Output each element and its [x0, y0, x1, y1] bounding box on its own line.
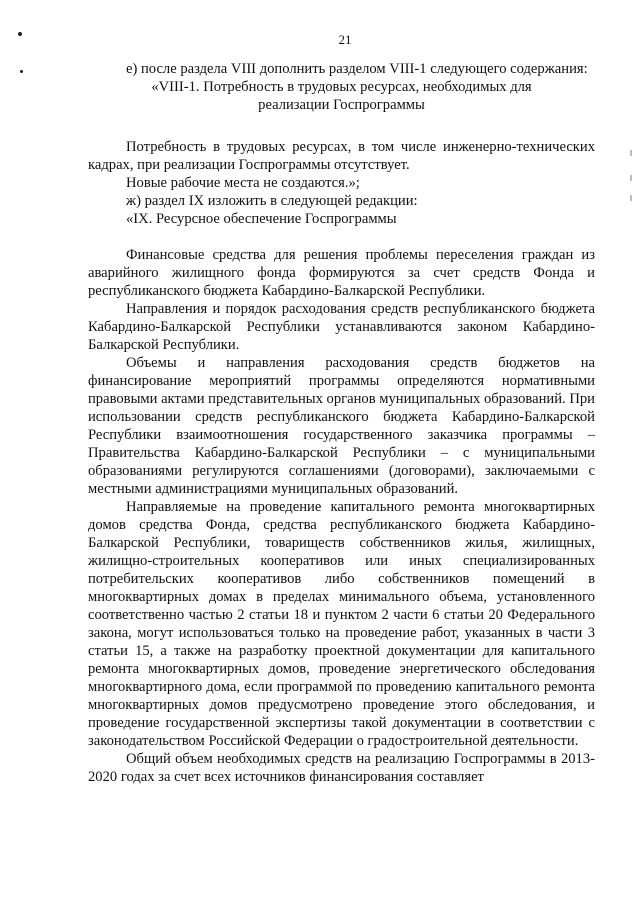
scan-edge-mark: [630, 150, 632, 156]
scan-edge-mark: [630, 195, 632, 201]
section-heading-viii-1: «VIII-1. Потребность в трудовых ресурсах, необходимых для реализации Госпрограммы: [151, 79, 532, 113]
document-body: [88, 60, 595, 786]
paragraph-budget-directions: Направления и порядок расходования средств республиканского бюджета Кабардино-Балкарской Республики устанавливаются законом Кабардино-Балкарской Республики.: [88, 301, 595, 353]
paragraph-labor-needs: Потребность в трудовых ресурсах, в том числе инженерно-технических кадрах, при реализации Госпрограммы отсутствует.: [88, 139, 595, 173]
paragraph-financing-sources: Финансовые средства для решения проблемы переселения граждан из аварийного жилищного фонда формируются за счет средств Фонда и республиканского бюджета Кабардино-Балкарской Республики.: [88, 247, 595, 299]
paragraph-budget-volumes: Объемы и направления расходования средств бюджетов на финансирование мероприятий программы определяются нормативными правовыми актами представительных органов муниципальных образований. При использовании средств республиканского бюджета Кабардино-Балкарской Республики взаимоотношения государственного заказчика программы – Правительства Кабардино-Балкарской Республики – с муниципальными образованиями регулируются соглашениями (договорами), заключаемыми с местными администрациями муниципальных образований.: [88, 355, 595, 497]
scan-dot-mark: [20, 70, 23, 73]
paragraph-amendment-e: е) после раздела VIII дополнить разделом VIII-1 следующего содержания:: [126, 61, 588, 77]
page-number: 21: [338, 32, 352, 47]
section-heading-ix: «IX. Ресурсное обеспечение Госпрограммы: [126, 211, 397, 227]
paragraph-amendment-zh: ж) раздел IX изложить в следующей редакции:: [126, 193, 418, 209]
scan-edge-mark: [630, 175, 632, 181]
paragraph-total-volume: Общий объем необходимых средств на реализацию Госпрограммы в 2013-2020 годах за счет всех источников финансирования составляет: [88, 751, 595, 785]
paragraph-capital-repair-funds: Направляемые на проведение капитального ремонта многоквартирных домов средства Фонда, средства республиканского бюджета Кабардино-Балкарской Республики, товариществ собственников жилья, жилищных, жилищно-строительных кооперативов или иных специализированных потребительских кооперативов либо собственников помещений в многоквартирных домах в пределах минимального объема, установленного соответственно частью 2 статьи 18 и пунктом 2 части 6 статьи 20 Федерального закона, могут использоваться только на проведение работ, указанных в части 3 статьи 15, а также на разработку проектной документации для капитального ремонта многоквартирных домов, проведение энергетического обследования многоквартирного дома, если программой по проведению капитального ремонта многоквартирных домов предусмотрено проведение этого обследования, и проведение государственной экспертизы такой документации в соответствии с законодательством Российской Федерации о градостроительной деятельности.: [88, 499, 595, 749]
paragraph-no-new-jobs: Новые рабочие места не создаются.»;: [126, 175, 360, 191]
